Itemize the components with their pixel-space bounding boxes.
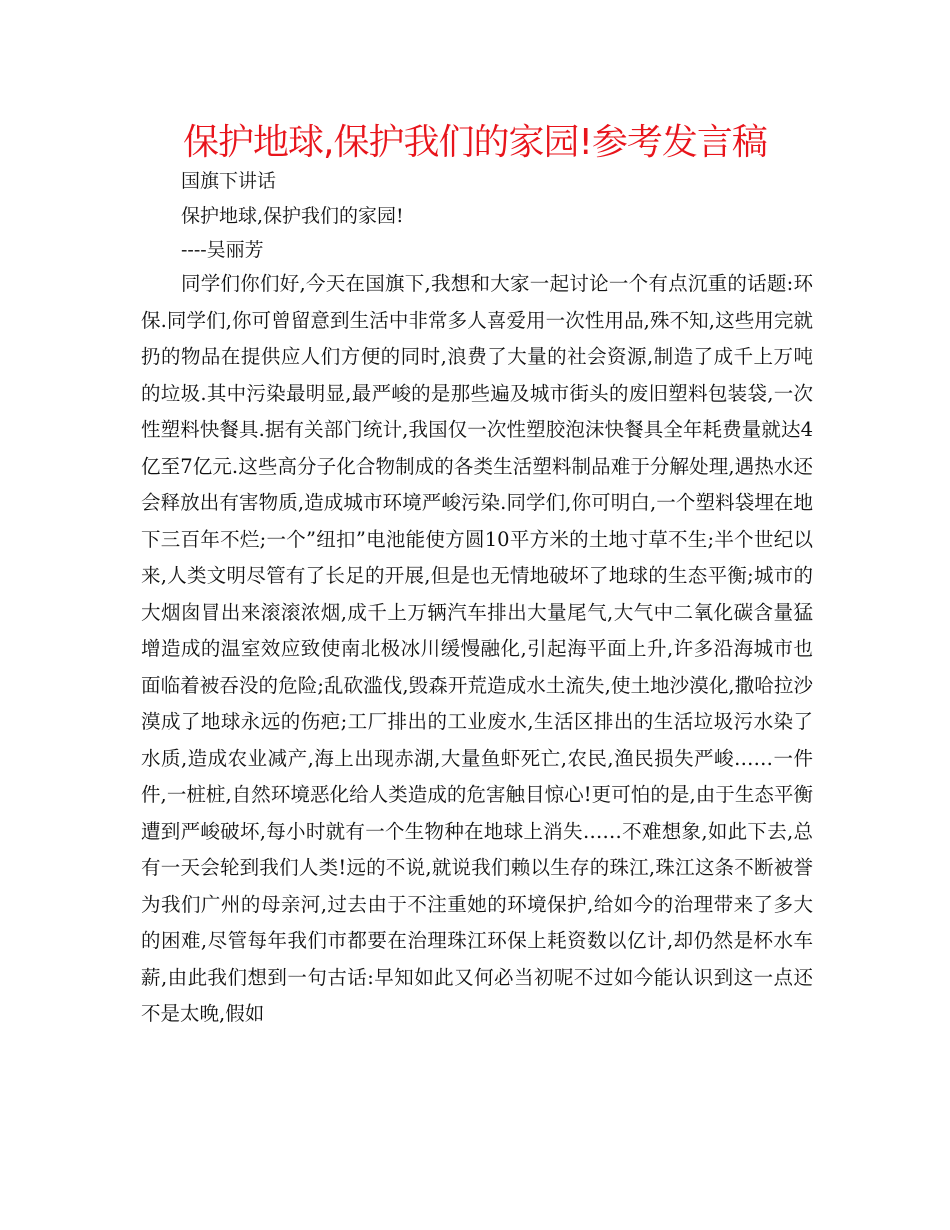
author-line: ----吴丽芳: [181, 239, 264, 261]
speech-type-label: 国旗下讲话: [181, 170, 277, 192]
document-title: 保护地球,保护我们的家园!参考发言稿: [183, 122, 767, 163]
speech-title: 保护地球,保护我们的家园!: [181, 205, 404, 227]
speech-body-paragraph: 同学们你们好,今天在国旗下,我想和大家一起讨论一个有点沉重的话题:环保.同学们,你可曾留意到生活中非常多人喜爱用一次性用品,殊不知,这些用完就扔的物品在提供应人们方便的同时,浪费了大量的社会资源,制造了成千上万吨的垃圾.其中污染最明显,最严峻的是那些遍及城市街头的废旧塑料包装袋,一次性塑料快餐具.据有关部门统计,我国仅一次性塑胶泡沫快餐具全年耗费量就达4亿至7亿元.这些高分子化合物制成的各类生活塑料制品难于分解处理,遇热水还会释放出有害物质,造成城市环境严峻污染.同学们,你可明白,一个塑料袋埋在地下三百年不烂;一个”纽扣”电池能使方圆10平方米的土地寸草不生;半个世纪以来,人类文明尽管有了长足的开展,但是也无情地破坏了地球的生态平衡;城市的大烟囱冒出来滚滚浓烟,成千上万辆汽车排出大量尾气,大气中二氧化碳含量猛增造成的温室效应致使南北极冰川缓慢融化,引起海平面上升,许多沿海城市也面临着被吞没的危险;乱砍滥伐,毁森开荒造成水土流失,使土地沙漠化,撒哈拉沙漠成了地球永远的伤疤;工厂排出的工业废水,生活区排出的生活垃圾污水染了水质,造成农业减产,海上出现赤湖,大量鱼虾死亡,农民,渔民损失严峻……一件件,一桩桩,自然环境恶化给人类造成的危害触目惊心!更可怕的是,由于生态平衡遭到严峻破坏,每小时就有一个生物种在地球上消失……不难想象,如此下去,总有一天会轮到我们人类!远的不说,就说我们赖以生存的珠江,珠江这条不断被誉为我们广州的母亲河,过去由于不注重她的环境保护,给如今的治理带来了多大的困难,尽管每年我们市都要在治理珠江环保上耗资数以亿计,却仍然是杯水车薪,由此我们想到一句古话:早知如此又何必当初呢不过如今能认识到这一点还不是太晚,假如: [141, 272, 813, 1025]
